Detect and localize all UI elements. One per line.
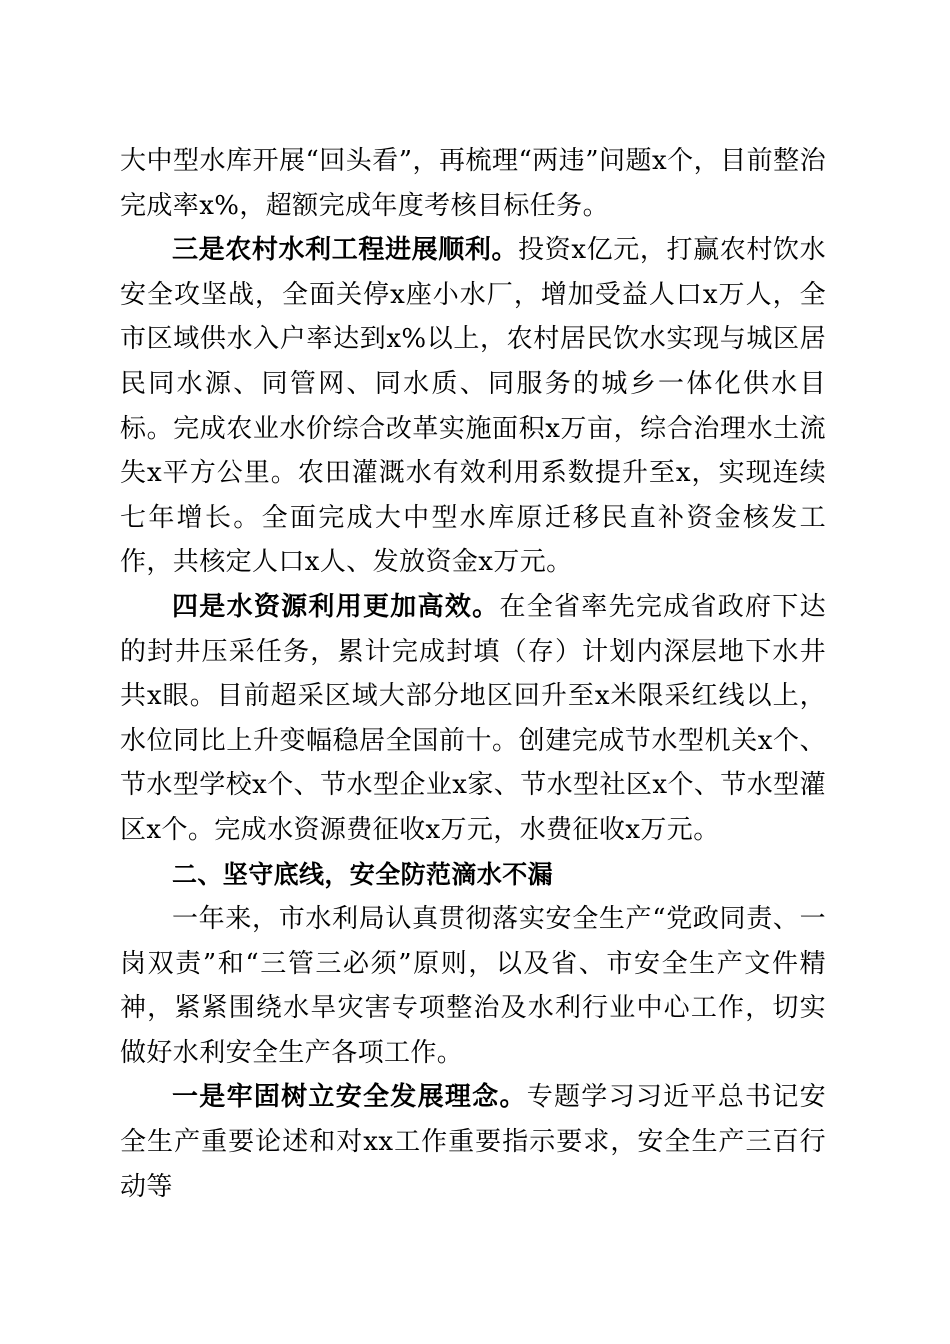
paragraph-rural-water-projects — [120, 228, 826, 585]
section-heading — [120, 853, 826, 898]
paragraph-text: 大中型水库开展“回头看”，再梳理“两违”问题x个，目前整治完成率x%，超额完成年度考核目标任务。 — [120, 146, 826, 221]
paragraph-lead: 三是农村水利工程进展顺利。 — [172, 235, 519, 266]
document-body — [120, 139, 826, 1209]
section-heading-text: 二、坚守底线，安全防范滴水不漏 — [172, 859, 554, 889]
paragraph-text: 在全省率先完成省政府下达的封井压采任务，累计完成封填（存）计划内深层地下水井共x眼。目前超采区域大部分地区回升至x米限采红线以上，水位同比上升变幅稳居全国前十。创建完成节水型机关x个、节水型学校x个、节水型企业x家、节水型社区x个、节水型灌区x个。完成水资源费征收x万元，水费征收x万元。 — [120, 591, 826, 845]
paragraph-text: 一年来，市水利局认真贯彻落实安全生产“党政同责、一岗双责”和“三管三必须”原则，以及省、市安全生产文件精神，紧紧围绕水旱灾害专项整治及水利行业中心工作，切实做好水利安全生产各项工作。 — [120, 904, 826, 1068]
paragraph-safety-concept — [120, 1075, 826, 1209]
paragraph-reservoir-continuation — [120, 139, 826, 228]
paragraph-text: 投资x亿元，打赢农村饮水安全攻坚战，全面关停x座小水厂，增加受益人口x万人，全市区域供水入户率达到x%以上，农村居民饮水实现与城区居民同水源、同管网、同水质、同服务的城乡一体化供水目标。完成农业水价综合改革实施面积x万亩，综合治理水土流失x平方公里。农田灌溉水有效利用系数提升至x，实现连续七年增长。全面完成大中型水库原迁移民直补资金核发工作，共核定人口x人、发放资金x万元。 — [120, 235, 826, 578]
paragraph-lead: 四是水资源利用更加高效。 — [172, 591, 500, 622]
paragraph-text: 专题学习习近平总书记安全生产重要论述和对xx工作重要指示要求，安全生产三百行动等 — [120, 1082, 827, 1202]
paragraph-water-resources — [120, 585, 826, 853]
paragraph-safety-overview — [120, 897, 826, 1075]
paragraph-lead: 一是牢固树立安全发展理念。 — [172, 1082, 527, 1113]
